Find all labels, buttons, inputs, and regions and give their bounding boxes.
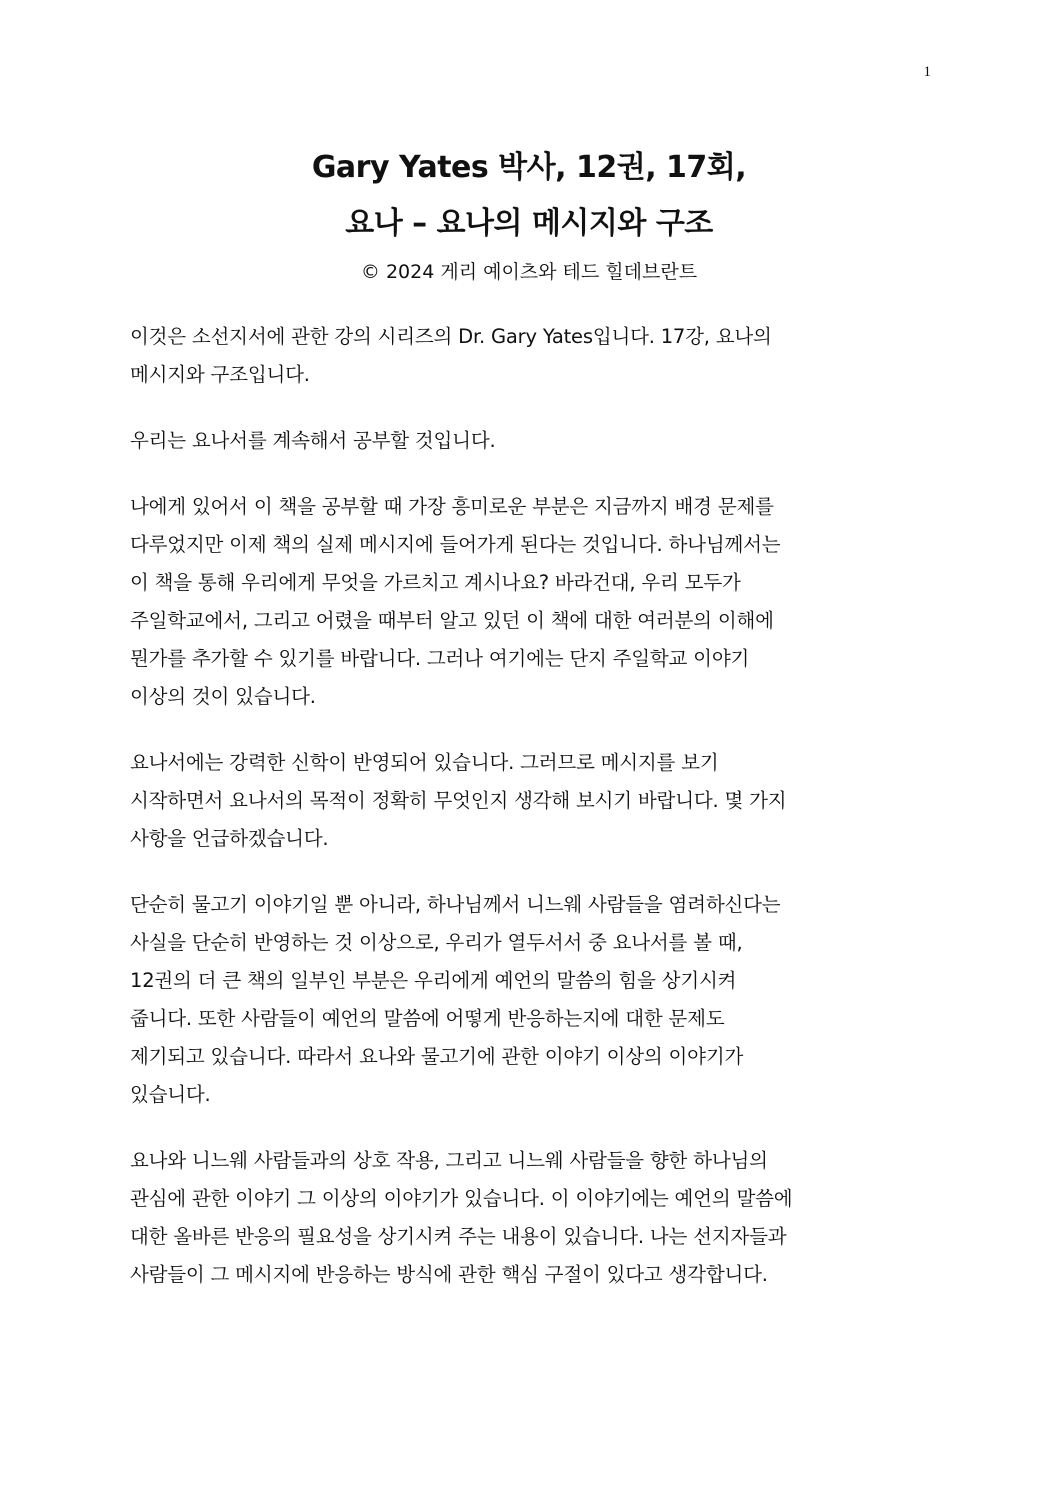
paragraph-line: 이상의 것이 있습니다. xyxy=(130,685,316,708)
paragraph-line: 단순히 물고기 이야기일 뿐 아니라, 하나님께서 니느웨 사람들을 염려하신다는 xyxy=(130,893,781,916)
paragraph-line: 나에게 있어서 이 책을 공부할 때 가장 흥미로운 부분은 지금까지 배경 문제를 xyxy=(130,495,774,518)
paragraph-line: 시작하면서 요나서의 목적이 정확히 무엇인지 생각해 보시기 바랍니다. 몇 가지 xyxy=(130,789,787,812)
paragraph-line: 뭔가를 추가할 수 있기를 바랍니다. 그러나 여기에는 단지 주일학교 이야기 xyxy=(130,647,750,670)
paragraph-line: 우리는 요나서를 계속해서 공부할 것입니다. xyxy=(130,429,496,452)
paragraph-line: 있습니다. xyxy=(130,1083,211,1106)
document-body xyxy=(130,318,930,1322)
paragraph-line: 요나서에는 강력한 신학이 반영되어 있습니다. 그러므로 메시지를 보기 xyxy=(130,751,719,774)
paragraph-line: 사항을 언급하겠습니다. xyxy=(130,827,329,850)
title-line-2: 요나 – 요나의 메시지와 구조 xyxy=(345,206,713,241)
paragraph-line: 다루었지만 이제 책의 실제 메시지에 들어가게 된다는 것입니다. 하나님께서는 xyxy=(130,533,781,556)
paragraph xyxy=(130,744,930,858)
paragraph xyxy=(130,886,930,1114)
paragraph-line: 12권의 더 큰 책의 일부인 부분은 우리에게 예언의 말씀의 힘을 상기시켜 xyxy=(130,969,737,992)
paragraph-line: 줍니다. 또한 사람들이 예언의 말씀에 어떻게 반응하는지에 대한 문제도 xyxy=(130,1007,725,1030)
paragraph-line: 이것은 소선지서에 관한 강의 시리즈의 Dr. Gary Yates입니다. 17강, 요나의 xyxy=(130,325,772,348)
paragraph-line: 사람들이 그 메시지에 반응하는 방식에 관한 핵심 구절이 있다고 생각합니다. xyxy=(130,1263,768,1286)
title-line-1: Gary Yates 박사, 12권, 17회, xyxy=(311,150,747,185)
paragraph-line: 요나와 니느웨 사람들과의 상호 작용, 그리고 니느웨 사람들을 향한 하나님의 xyxy=(130,1149,768,1172)
paragraph-line: 대한 올바른 반응의 필요성을 상기시켜 주는 내용이 있습니다. 나는 선지자들과 xyxy=(130,1225,787,1248)
paragraph-line: 메시지와 구조입니다. xyxy=(130,363,310,386)
page-number: 1 xyxy=(923,64,931,80)
paragraph-line: 주일학교에서, 그리고 어렸을 때부터 알고 있던 이 책에 대한 여러분의 이해에 xyxy=(130,609,774,632)
paragraph xyxy=(130,422,930,460)
paragraph xyxy=(130,488,930,716)
copyright-notice: © 2024 게리 예이츠와 테드 힐데브란트 xyxy=(360,261,698,283)
paragraph-line: 제기되고 있습니다. 따라서 요나와 물고기에 관한 이야기 이상의 이야기가 xyxy=(130,1045,744,1068)
paragraph xyxy=(130,1142,930,1294)
document-header xyxy=(0,140,1058,288)
paragraph-line: 관심에 관한 이야기 그 이상의 이야기가 있습니다. 이 이야기에는 예언의 말씀에 xyxy=(130,1187,793,1210)
paragraph-line: 사실을 단순히 반영하는 것 이상으로, 우리가 열두서서 중 요나서를 볼 때, xyxy=(130,931,743,954)
paragraph xyxy=(130,318,930,394)
paragraph-line: 이 책을 통해 우리에게 무엇을 가르치고 계시나요? 바라건대, 우리 모두가 xyxy=(130,571,741,594)
